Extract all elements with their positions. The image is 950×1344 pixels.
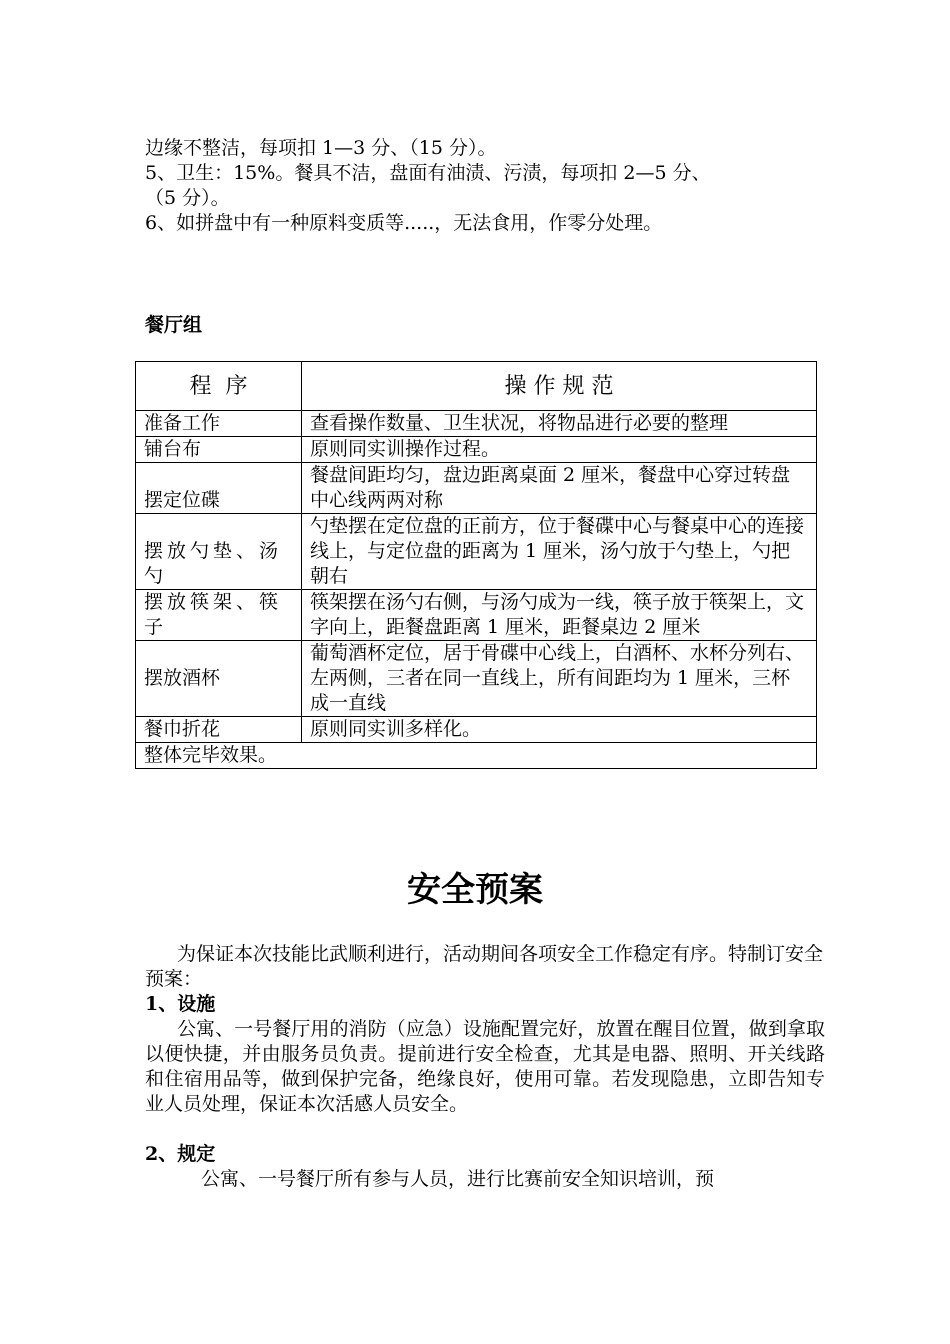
intro-line-1: 边缘不整洁，每项扣 1—3 分、（15 分）。 xyxy=(145,137,497,159)
step-cell: 摆放酒杯 xyxy=(136,641,302,717)
s2-heading: 2、规定 xyxy=(145,1143,216,1165)
table-row xyxy=(136,641,817,717)
table-row xyxy=(136,590,817,641)
spec-cell: 筷架摆在汤勺右侧，与汤勺成为一线，筷子放于筷架上，文字向上，距餐盘距离 1 厘米，距餐桌边 2 厘米 xyxy=(302,590,817,641)
step-cell: 铺台布 xyxy=(136,437,302,463)
spec-cell: 葡萄酒杯定位，居于骨碟中心线上，白酒杯、水杯分列右、左两侧，三者在同一直线上，所有间距均为 1 厘米，三杯成一直线 xyxy=(302,641,817,717)
intro-line-2: 5、卫生：15%。餐具不洁，盘面有油渍、污渍，每项扣 2—5 分、 xyxy=(145,162,711,184)
table-row xyxy=(136,437,817,463)
spec-cell: 查看操作数量、卫生状况，将物品进行必要的整理 xyxy=(302,411,817,437)
footer-cell: 整体完毕效果。 xyxy=(136,743,817,769)
safety-title: 安全预案 xyxy=(407,870,543,910)
table-row xyxy=(136,717,817,743)
spec-cell: 原则同实训操作过程。 xyxy=(302,437,817,463)
table-row xyxy=(136,411,817,437)
step-cell: 餐巾折花 xyxy=(136,717,302,743)
header-spec: 操 作 规 范 xyxy=(302,362,817,411)
s2-body: 公寓、一号餐厅所有参与人员，进行比赛前安全知识培训，预 xyxy=(201,1168,715,1190)
step-cell: 摆放勺垫、汤勺 xyxy=(136,514,302,590)
s1-body: 公寓、一号餐厅用的消防（应急）设施配置完好，放置在醒目位置，做到拿取以便快捷，并由服务员负责。提前进行安全检查，尤其是电器、照明、开关线路和住宿用品等，做到保护完备，绝缘良好，使用可靠。若发现隐患，立即告知专业人员处理，保证本次活感人员安全。 xyxy=(145,1018,825,1115)
safety-intro: 为保证本次技能比武顺利进行，活动期间各项安全工作稳定有序。特制订安全预案： xyxy=(145,943,824,990)
step-cell: 摆放筷架、筷子 xyxy=(136,590,302,641)
table-row xyxy=(136,463,817,514)
table-row xyxy=(136,514,817,590)
table-header-row xyxy=(136,362,817,411)
header-procedure: 程 序 xyxy=(136,362,302,411)
spec-cell: 勺垫摆在定位盘的正前方，位于餐碟中心与餐桌中心的连接线上，与定位盘的距离为 1 厘米，汤勺放于勺垫上，勺把朝右 xyxy=(302,514,817,590)
step-cell: 摆定位碟 xyxy=(136,463,302,514)
section-title: 餐厅组 xyxy=(145,314,203,336)
spec-cell: 原则同实训多样化。 xyxy=(302,717,817,743)
step-cell: 准备工作 xyxy=(136,411,302,437)
intro-line-4: 6、如拼盘中有一种原料变质等.....，无法食用，作零分处理。 xyxy=(145,212,663,234)
spec-cell: 餐盘间距均匀，盘边距离桌面 2 厘米，餐盘中心穿过转盘中心线两两对称 xyxy=(302,463,817,514)
procedure-table xyxy=(135,361,817,769)
intro-line-3: （5 分）。 xyxy=(145,187,230,209)
s1-heading: 1、设施 xyxy=(145,993,216,1015)
table-footer-row xyxy=(136,743,817,769)
